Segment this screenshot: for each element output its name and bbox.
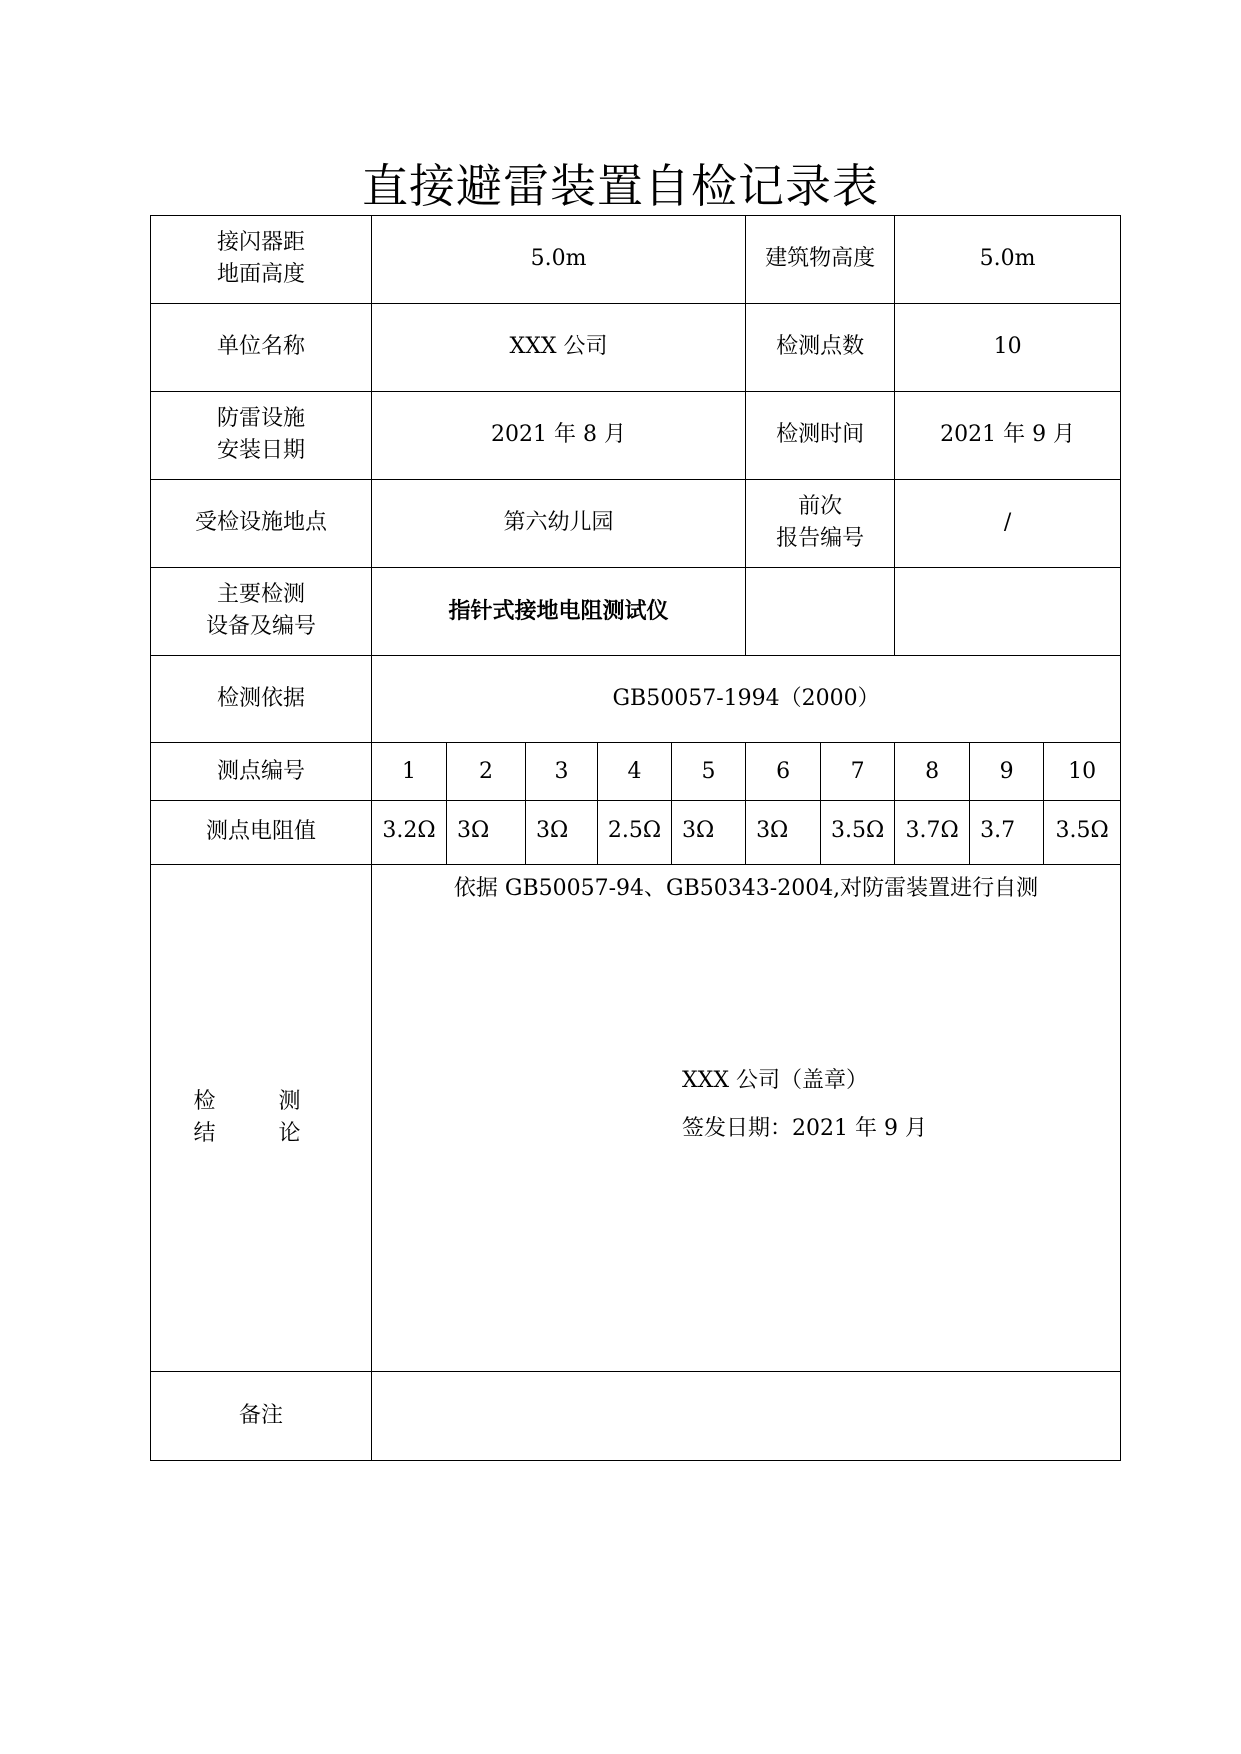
resistance-value-4: 2.5Ω bbox=[598, 801, 672, 865]
install-date-label: 防雷设施 安装日期 bbox=[151, 391, 372, 479]
resistance-value-1: 3.2Ω bbox=[372, 801, 447, 865]
previous-report-label: 前次 报告编号 bbox=[746, 479, 895, 567]
point-number-10: 10 bbox=[1044, 743, 1121, 801]
remarks-row bbox=[151, 1371, 1121, 1460]
lightning-rod-height-label: 接闪器距 地面高度 bbox=[151, 216, 372, 304]
point-number-3: 3 bbox=[526, 743, 598, 801]
building-height-label: 建筑物高度 bbox=[746, 216, 895, 304]
point-number-label: 测点编号 bbox=[151, 743, 372, 801]
resistance-value-3: 3Ω bbox=[526, 801, 598, 865]
building-height-value: 5.0m bbox=[895, 216, 1121, 304]
test-points-count-label: 检测点数 bbox=[746, 303, 895, 391]
resistance-value-2: 3Ω bbox=[447, 801, 526, 865]
point-number-5: 5 bbox=[672, 743, 746, 801]
point-number-4: 4 bbox=[598, 743, 672, 801]
equipment-extra-cell bbox=[746, 567, 895, 655]
resistance-value-9: 3.7 bbox=[970, 801, 1044, 865]
lightning-rod-height-value: 5.0m bbox=[372, 216, 746, 304]
site-location-value: 第六幼儿园 bbox=[372, 479, 746, 567]
point-number-7: 7 bbox=[821, 743, 895, 801]
equipment-label: 主要检测 设备及编号 bbox=[151, 567, 372, 655]
resistance-label: 测点电阻值 bbox=[151, 801, 372, 865]
height-row bbox=[151, 216, 1121, 304]
conclusion-label: 检 测 结 论 bbox=[151, 864, 372, 1371]
equipment-row bbox=[151, 567, 1121, 655]
conclusion-content bbox=[372, 864, 1121, 1371]
page-title: 直接避雷装置自检记录表 bbox=[362, 159, 879, 213]
resistance-value-8: 3.7Ω bbox=[895, 801, 970, 865]
resistance-value-6: 3Ω bbox=[746, 801, 821, 865]
test-time-label: 检测时间 bbox=[746, 391, 895, 479]
point-number-1: 1 bbox=[372, 743, 447, 801]
remarks-value bbox=[372, 1371, 1121, 1460]
conclusion-basis-text: 依据 GB50057-94、GB50343-2004,对防雷装置进行自测 bbox=[453, 875, 1039, 901]
resistance-value-10: 3.5Ω bbox=[1044, 801, 1121, 865]
conclusion-company-seal: XXX 公司（盖章） bbox=[682, 1067, 868, 1093]
resistance-row bbox=[151, 801, 1121, 865]
basis-label: 检测依据 bbox=[151, 655, 372, 743]
install-date-value: 2021 年 8 月 bbox=[372, 391, 746, 479]
remarks-label: 备注 bbox=[151, 1371, 372, 1460]
inspection-record-table bbox=[150, 215, 1121, 1461]
point-number-8: 8 bbox=[895, 743, 970, 801]
conclusion-issue-date: 签发日期：2021 年 9 月 bbox=[682, 1115, 927, 1141]
basis-row bbox=[151, 655, 1121, 743]
conclusion-row bbox=[151, 864, 1121, 1371]
resistance-value-7: 3.5Ω bbox=[821, 801, 895, 865]
site-row bbox=[151, 479, 1121, 567]
site-location-label: 受检设施地点 bbox=[151, 479, 372, 567]
resistance-value-5: 3Ω bbox=[672, 801, 746, 865]
previous-report-value: / bbox=[895, 479, 1121, 567]
point-number-9: 9 bbox=[970, 743, 1044, 801]
equipment-number-cell bbox=[895, 567, 1121, 655]
date-row bbox=[151, 391, 1121, 479]
test-points-count-value: 10 bbox=[895, 303, 1121, 391]
test-time-value: 2021 年 9 月 bbox=[895, 391, 1121, 479]
equipment-value: 指针式接地电阻测试仪 bbox=[372, 567, 746, 655]
unit-name-value: XXX 公司 bbox=[372, 303, 746, 391]
point-number-6: 6 bbox=[746, 743, 821, 801]
basis-value: GB50057-1994（2000） bbox=[372, 655, 1121, 743]
unit-row bbox=[151, 303, 1121, 391]
point-number-row bbox=[151, 743, 1121, 801]
unit-name-label: 单位名称 bbox=[151, 303, 372, 391]
point-number-2: 2 bbox=[447, 743, 526, 801]
